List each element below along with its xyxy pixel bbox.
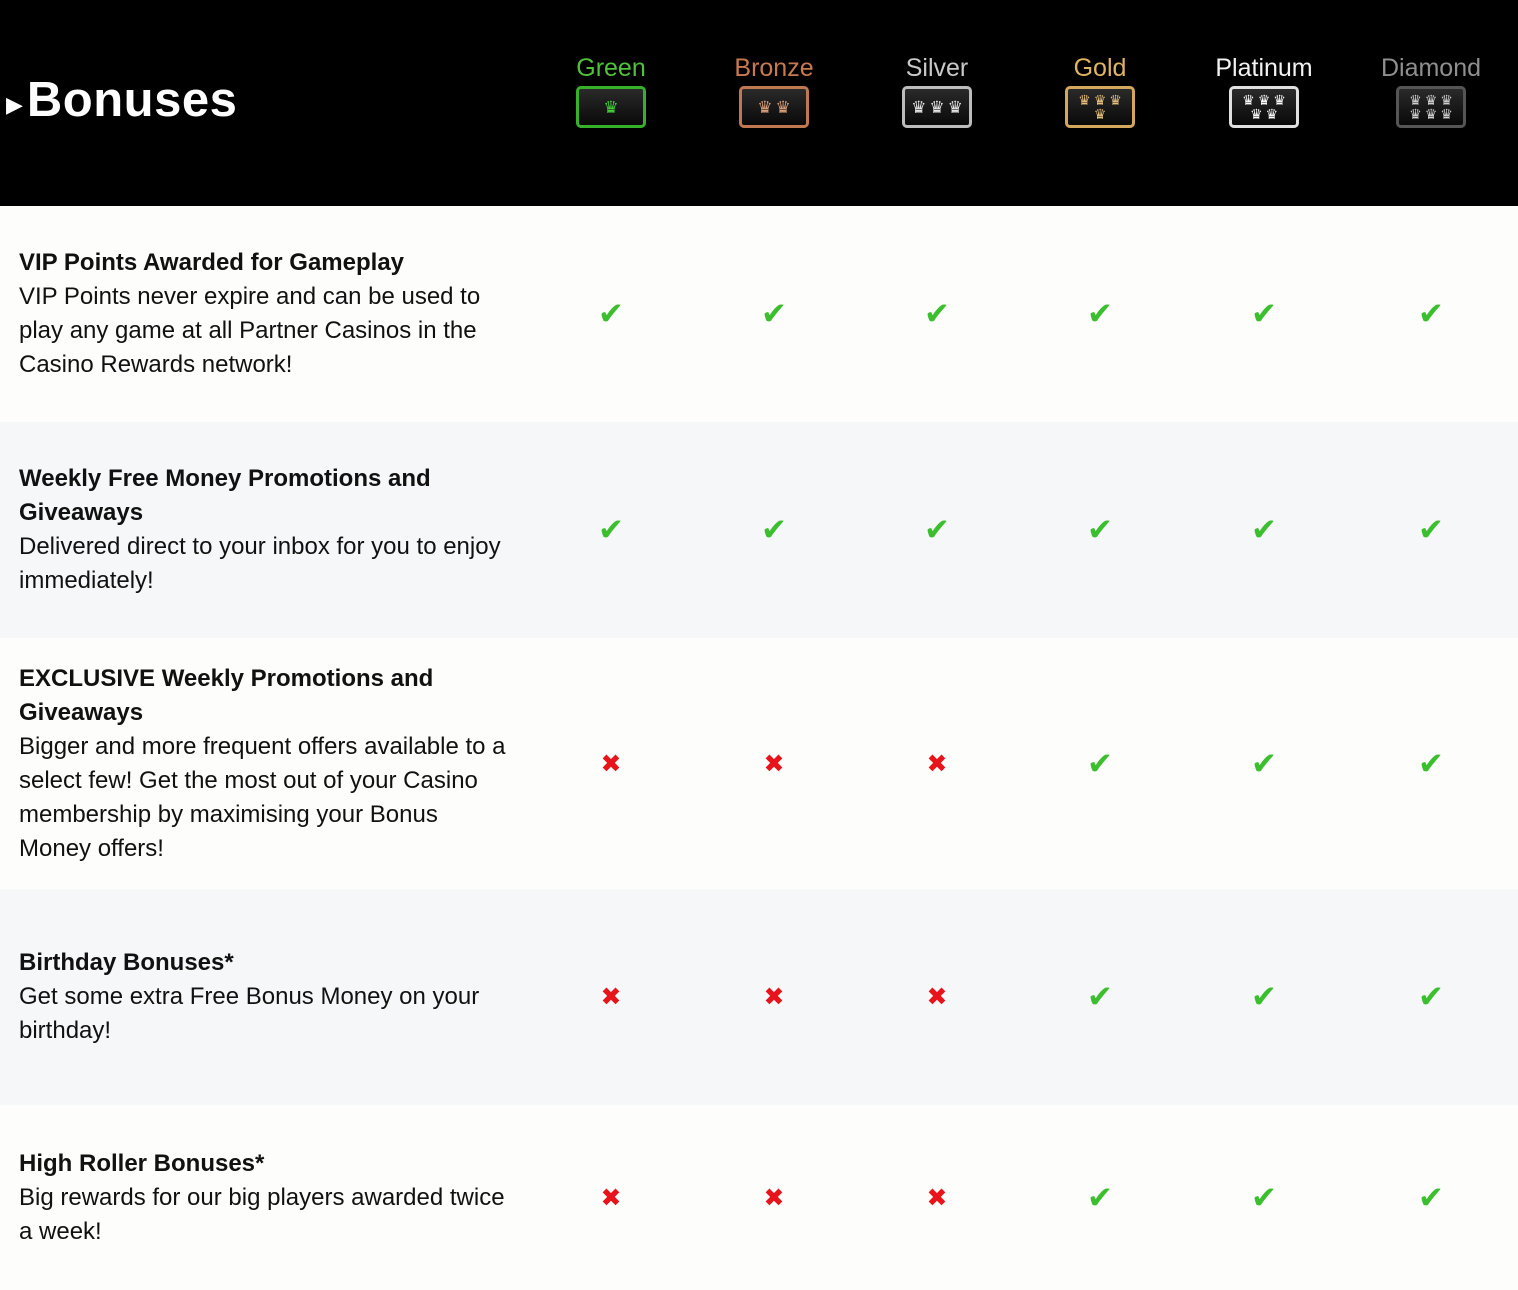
checkmark-icon: ✔ bbox=[1251, 979, 1277, 1014]
checkmark-icon: ✔ bbox=[1087, 1179, 1113, 1215]
feature-detail: VIP Points never expire and can be used to play any game at all Partner Casinos in the Casino Rewards network! bbox=[19, 283, 481, 378]
tier-badge-platinum bbox=[1229, 86, 1299, 128]
crown-icon: ♛ bbox=[1093, 92, 1107, 108]
crown-icon: ♛ bbox=[1109, 92, 1122, 108]
tier-name: Diamond bbox=[1380, 54, 1482, 82]
checkmark-icon: ✔ bbox=[924, 512, 950, 547]
feature-description bbox=[19, 1147, 509, 1249]
table-row bbox=[0, 889, 1518, 1105]
tier-column-diamond bbox=[1349, 52, 1513, 128]
cross-icon: ✖ bbox=[926, 749, 948, 778]
tier-name: Silver bbox=[905, 54, 969, 82]
checkmark-icon: ✔ bbox=[598, 296, 624, 331]
checkmark-icon: ✔ bbox=[1087, 745, 1113, 781]
tier-name: Green bbox=[576, 54, 646, 82]
crown-icon: ♛ bbox=[1273, 92, 1286, 108]
checkmark-icon: ✔ bbox=[1418, 745, 1444, 781]
feature-detail: Delivered direct to your inbox for you to enjoy immediately! bbox=[19, 533, 501, 594]
checkmark-icon: ✔ bbox=[1251, 296, 1277, 331]
feature-title: Weekly Free Money Promotions and Giveaways bbox=[19, 465, 431, 526]
table-row bbox=[0, 206, 1518, 422]
cross-icon: ✖ bbox=[763, 983, 785, 1011]
tier-column-bronze bbox=[692, 52, 856, 128]
cross-icon: ✖ bbox=[600, 749, 622, 778]
checkmark-icon: ✔ bbox=[761, 296, 787, 331]
crown-icon: ♛ bbox=[1440, 106, 1453, 122]
crown-icon: ♛ bbox=[1242, 92, 1255, 108]
checkmark-icon: ✔ bbox=[1251, 512, 1277, 547]
crown-icon: ♛ bbox=[929, 97, 945, 117]
checkmark-icon: ✔ bbox=[1251, 1179, 1277, 1215]
table-row bbox=[0, 638, 1518, 889]
table-row bbox=[0, 422, 1518, 638]
tier-badge-gold bbox=[1065, 86, 1135, 128]
checkmark-icon: ✔ bbox=[1418, 512, 1444, 547]
checkmark-icon: ✔ bbox=[1087, 979, 1113, 1014]
crown-icon: ♛ bbox=[1078, 92, 1091, 108]
tier-badge-diamond bbox=[1396, 86, 1466, 128]
crown-icon: ♛ bbox=[603, 97, 619, 117]
feature-title: EXCLUSIVE Weekly Promotions and Giveaways bbox=[19, 664, 434, 726]
crown-icon: ♛ bbox=[1440, 92, 1453, 108]
cross-icon: ✖ bbox=[926, 1183, 948, 1212]
feature-detail: Get some extra Free Bonus Money on your birthday! bbox=[19, 983, 480, 1044]
checkmark-icon: ✔ bbox=[1418, 1179, 1444, 1215]
cross-icon: ✖ bbox=[763, 1183, 785, 1212]
tier-column-silver bbox=[855, 52, 1019, 128]
tier-badge-bronze bbox=[739, 86, 809, 128]
crown-icon: ♛ bbox=[1409, 106, 1422, 122]
crown-icon: ♛ bbox=[947, 97, 963, 117]
checkmark-icon: ✔ bbox=[1087, 296, 1113, 331]
tier-column-green bbox=[529, 52, 693, 128]
feature-detail: Big rewards for our big players awarded twice a week! bbox=[19, 1183, 505, 1245]
crown-icon: ♛ bbox=[1249, 106, 1263, 122]
checkmark-icon: ✔ bbox=[598, 512, 624, 547]
checkmark-icon: ✔ bbox=[1418, 296, 1444, 331]
crown-icon: ♛ bbox=[757, 97, 773, 117]
tier-badge-green bbox=[576, 86, 646, 128]
tier-badge-silver bbox=[902, 86, 972, 128]
crown-icon: ♛ bbox=[1409, 92, 1422, 108]
cross-icon: ✖ bbox=[600, 983, 622, 1011]
feature-title: High Roller Bonuses* bbox=[19, 1149, 265, 1177]
feature-title: Birthday Bonuses* bbox=[19, 949, 234, 976]
table-row bbox=[0, 1105, 1518, 1290]
checkmark-icon: ✔ bbox=[1087, 512, 1113, 547]
crown-icon: ♛ bbox=[911, 97, 927, 117]
triangle-right-icon[interactable]: ▶ bbox=[6, 92, 23, 117]
feature-description bbox=[19, 246, 509, 382]
crown-icon: ♛ bbox=[1424, 92, 1438, 108]
cross-icon: ✖ bbox=[600, 1183, 622, 1212]
tier-column-gold bbox=[1018, 52, 1182, 128]
tier-name: Bronze bbox=[734, 54, 814, 82]
cross-icon: ✖ bbox=[926, 983, 948, 1011]
tier-name: Gold bbox=[1073, 54, 1127, 82]
tier-name: Platinum bbox=[1215, 54, 1313, 82]
cross-icon: ✖ bbox=[763, 749, 785, 778]
feature-description bbox=[19, 946, 509, 1048]
crown-icon: ♛ bbox=[1424, 106, 1438, 122]
tier-column-platinum bbox=[1182, 52, 1346, 128]
table-header bbox=[0, 0, 1518, 206]
checkmark-icon: ✔ bbox=[1418, 979, 1444, 1014]
section-toggle[interactable] bbox=[6, 70, 237, 130]
crown-icon: ♛ bbox=[1093, 106, 1107, 122]
crown-icon: ♛ bbox=[775, 97, 791, 117]
checkmark-icon: ✔ bbox=[1251, 745, 1277, 781]
feature-title: VIP Points Awarded for Gameplay bbox=[19, 249, 405, 276]
checkmark-icon: ✔ bbox=[924, 296, 950, 331]
feature-description bbox=[19, 462, 509, 598]
feature-detail: Bigger and more frequent offers available to a select few! Get the most out of your Casino membership by maximising your Bonus Money offers! bbox=[19, 732, 506, 862]
feature-description bbox=[19, 662, 509, 866]
checkmark-icon: ✔ bbox=[761, 512, 787, 547]
section-title: Bonuses bbox=[26, 73, 238, 127]
crown-icon: ♛ bbox=[1265, 106, 1279, 122]
crown-icon: ♛ bbox=[1257, 92, 1271, 108]
